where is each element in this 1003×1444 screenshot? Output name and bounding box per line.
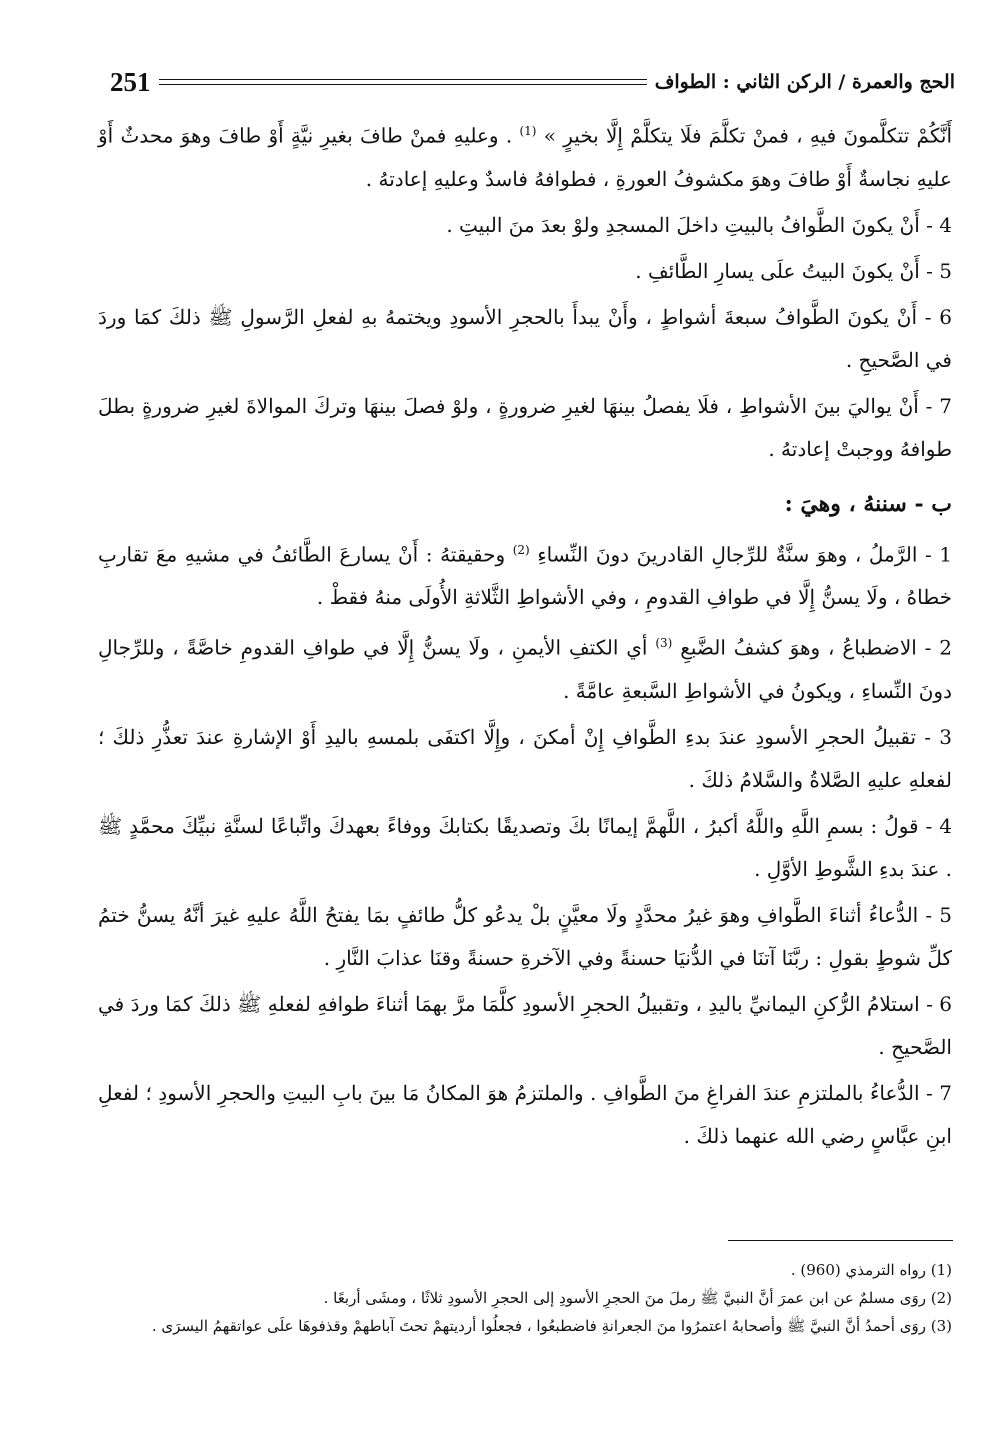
sunnah-4: 4 - قولُ : بسمِ اللَّهِ واللَّهُ أكبرُ ، اللَّهمَّ إيمانًا بكَ وتصديقًا بكتابكَ ووفاءً بعهدكَ واتِّباعًا لسنَّةِ نبيِّكَ محمَّدٍ ﷺ . عندَ بدءِ الشَّوطِ الأوَّلِ . <box>98 813 952 881</box>
sunnah-1 <box>98 529 952 620</box>
page-number: 251 <box>110 66 151 97</box>
sunnah-2-text: 2 - الاضطباعُ ، وهوَ كشفُ الضَّبعِ <box>672 635 952 660</box>
intro-paragraph <box>98 110 952 201</box>
footnotes <box>98 1256 952 1340</box>
header-double-rule <box>159 79 647 85</box>
main-text <box>98 110 952 1158</box>
footnote-divider <box>728 1240 953 1241</box>
sunnah-3: 3 - تقبيلُ الحجرِ الأسودِ عندَ بدءِ الطَّوافِ إِنْ أمكنَ ، وإِلَّا اكتفَى بلمسهِ باليدِ أَوْ الإشارةِ عندَ تعذُّرِ ذلكَ ؛ لفعلهِ عليهِ الصَّلاةُ والسَّلامُ ذلكَ . <box>98 724 952 792</box>
sunnah-6: 6 - استلامُ الرُّكنِ اليمانيِّ باليدِ ، وتقبيلُ الحجرِ الأسودِ كلَّمَا مرَّ بهمَا أثناءَ طوافهِ لفعلهِ ﷺ ذلكَ كمَا وردَ في الصَّحيحِ . <box>98 991 952 1059</box>
sunnah-5: 5 - الدُّعاءُ أثناءَ الطَّوافِ وهوَ غيرُ محدَّدٍ ولَا معيَّنٍ بلْ يدعُو كلُّ طائفٍ بمَا يفتحُ اللَّهُ عليهِ غيرَ أنَّهُ يسنُّ ختمُ كلِّ شوطٍ بقولِ : ربَّنَا آتنَا في الدُّنيَا حسنةً وفي الآخرةِ حسنةً وقنَا عذابَ النَّارِ . <box>98 902 952 970</box>
footnote-ref-3: (3) <box>655 636 673 651</box>
section-heading-sunan: ب - سننهُ ، وهيَ : <box>784 490 952 517</box>
footnote-ref-1: (1) <box>519 124 537 138</box>
condition-6: 6 - أَنْ يكونَ الطَّوافُ سبعةَ أشواطٍ ، وأَنْ يبدأَ بالحجرِ الأسودِ ويختمهُ بهِ لفعلِ الرَّسولِ ﷺ ذلكَ كمَا وردَ في الصَّحيحِ . <box>98 304 952 372</box>
sunnah-2 <box>98 622 952 713</box>
running-head: الحج والعمرة / الركن الثاني : الطواف <box>654 71 955 93</box>
intro-text-rest: . وعليهِ فمنْ طافَ بغيرِ نيَّةٍ أَوْ طافَ وهوَ محدثٌ أَوْ عليهِ نجاسةٌ أَوْ طافَ وهوَ مكشوفُ العورةِ ، فطوافهُ فاسدٌ وعليهِ إعادتهُ . <box>98 123 952 191</box>
sunnah-1-text: 1 - الرَّملُ ، وهوَ سنَّةٌ للرِّجالِ القادرينَ دونَ النِّساءِ <box>529 542 952 567</box>
condition-5: 5 - أَنْ يكونَ البيتُ علَى يسارِ الطَّائفِ . <box>635 258 952 283</box>
sunnah-1-text-rest: وحقيقتهُ : أَنْ يسارعَ الطَّائفُ في مشيهِ معَ تقاربِ خطاهُ ، ولَا يسنُّ إِلَّا في طوافِ القدومِ ، وفي الأشواطِ الثَّلاثةِ الأُولَى منهُ فقطْ . <box>98 542 952 610</box>
sunnah-7: 7 - الدُّعاءُ بالملتزمِ عندَ الفراغِ منَ الطَّوافِ . والملتزمُ هوَ المكانُ مَا بينَ بابِ البيتِ والحجرِ الأسودِ ؛ لفعلِ ابنِ عبَّاسٍ رضي الله عنهما ذلكَ . <box>98 1080 952 1148</box>
intro-text: أَنَّكُمْ تتكلَّمونَ فيهِ ، فمنْ تكلَّمَ فلَا يتكلَّمْ إِلَّا بخيرٍ » <box>543 123 953 148</box>
footnote-1: (1) رواه الترمذي (960) . <box>790 1261 952 1279</box>
footnote-2: (2) روَى مسلمٌ عن ابن عمرَ أنَّ النبيَّ ﷺ رملَ منَ الحجرِ الأسودِ إلى الحجرِ الأسودِ ثلاثًا ، ومشَى أربعًا . <box>323 1289 952 1307</box>
footnote-3: (3) روَى أحمدُ أنَّ النبيَّ ﷺ وأصحابهُ اعتمرُوا منَ الجعرانةِ فاضطبعُوا ، فجعلُوا أرديتهمْ تحتَ آباطهمْ وقذفوهَا علَى عواتقهمُ اليسرَى . <box>151 1317 952 1335</box>
footnote-ref-2: (2) <box>512 542 530 557</box>
condition-7: 7 - أَنْ يواليَ بينَ الأشواطِ ، فلَا يفصلُ بينهَا لغيرِ ضرورةٍ ، ولوْ فصلَ بينهَا وتركَ الموالاةَ لغيرِ ضرورةٍ بطلَ طوافهُ ووجبتْ إعادتهُ . <box>98 393 952 461</box>
sunnah-2-text-rest: أي الكتفِ الأيمنِ ، ولَا يسنُّ إِلَّا في طوافِ القدومِ خاصَّةً ، وللرِّجالِ دونَ النِّساءِ ، ويكونُ في الأشواطِ السَّبعةِ عامَّةً . <box>98 635 952 703</box>
page-header <box>110 62 955 102</box>
condition-4: 4 - أَنْ يكونَ الطَّوافُ بالبيتِ داخلَ المسجدِ ولوْ بعدَ منَ البيتِ . <box>446 212 952 237</box>
